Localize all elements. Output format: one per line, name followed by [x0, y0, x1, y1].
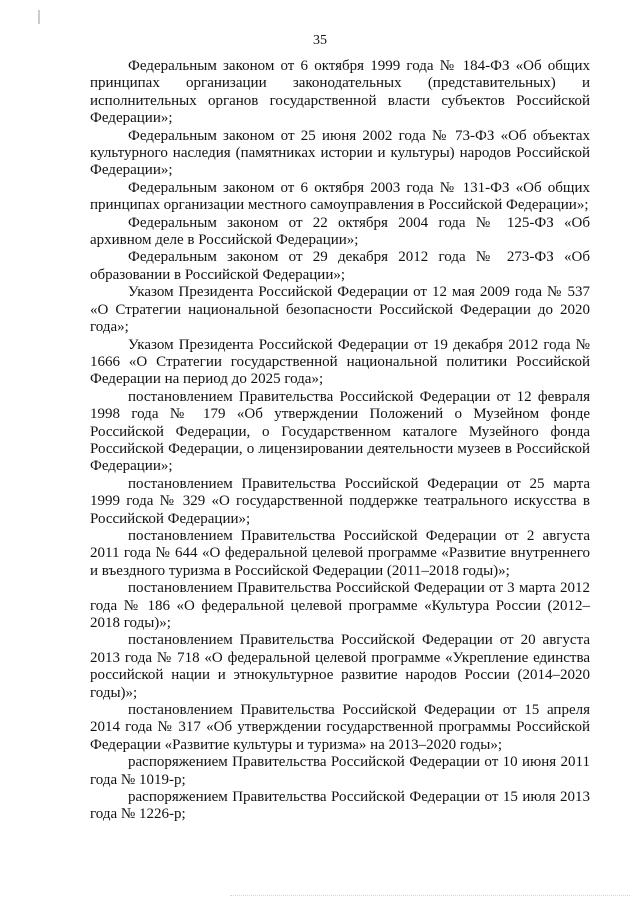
paragraph-order-1019r: распоряжением Правительства Российской Федерации от 10 июня 2011 года № 1019-р;	[90, 754, 590, 788]
paragraph-law-273fz: Федеральным законом от 29 декабря 2012 года № 273-ФЗ «Об образовании в Российской Федерации»;	[90, 249, 590, 283]
paragraph-law-184fz: Федеральным законом от 6 октября 1999 года № 184-ФЗ «Об общих принципах организации законодательных (представительных) и исполнительных органов государственной власти субъектов Российской Федерации»;	[90, 58, 590, 127]
paragraph-decree-1666: Указом Президента Российской Федерации от 19 декабря 2012 года № 1666 «О Стратегии государственной национальной политики Российской Федерации на период до 2025 года»;	[90, 336, 590, 388]
scan-artifact-bottom	[230, 895, 630, 899]
paragraph-resolution-179: постановлением Правительства Российской Федерации от 12 февраля 1998 года № 179 «Об утверждении Положений о Музейном фонде Российской Федерации, о Государственном каталоге Музейного фонда Российской Федерации, о лицензировании деятельности музеев в Российской Федерации»;	[90, 388, 590, 475]
paragraph-resolution-329: постановлением Правительства Российской Федерации от 25 марта 1999 года № 329 «О государственной поддержке театрального искусства в Российской Федерации»;	[90, 475, 590, 527]
paragraph-resolution-186: постановлением Правительства Российской Федерации от 3 марта 2012 года № 186 «О федеральной целевой программе «Культура России (2012–2018 годы)»;	[90, 580, 590, 631]
scan-artifact	[38, 10, 40, 24]
paragraph-resolution-718: постановлением Правительства Российской Федерации от 20 августа 2013 года № 718 «О федеральной целевой программе «Укрепление единства российской нации и этнокультурное развитие народов России (2014–2020 годы)»;	[90, 632, 590, 701]
paragraph-resolution-317: постановлением Правительства Российской Федерации от 15 апреля 2014 года № 317 «Об утверждении государственной программы Российской Федерации «Развитие культуры и туризма» на 2013–2020 годы»;	[90, 702, 590, 753]
paragraph-law-125fz: Федеральным законом от 22 октября 2004 года № 125-ФЗ «Об архивном деле в Российской Федерации»;	[90, 214, 590, 249]
paragraph-resolution-644: постановлением Правительства Российской Федерации от 2 августа 2011 года № 644 «О федеральной целевой программе «Развитие внутреннего и въездного туризма в Российской Федерации (2011–2018 годы)»;	[90, 527, 590, 579]
paragraph-order-1226r: распоряжением Правительства Российской Федерации от 15 июля 2013 года № 1226-р;	[90, 789, 590, 823]
paragraph-law-73fz: Федеральным законом от 25 июня 2002 года № 73-ФЗ «Об объектах культурного наследия (памятниках истории и культуры) народов Российской Федерации»;	[90, 127, 590, 179]
page-number: 35	[313, 33, 327, 48]
document-body	[90, 58, 590, 824]
paragraph-decree-537: Указом Президента Российской Федерации от 12 мая 2009 года № 537 «О Стратегии национальной безопасности Российской Федерации до 2020 года»;	[90, 284, 590, 336]
paragraph-law-131fz: Федеральным законом от 6 октября 2003 года № 131-ФЗ «Об общих принципах организации местного самоуправления в Российской Федерации»;	[90, 179, 590, 214]
